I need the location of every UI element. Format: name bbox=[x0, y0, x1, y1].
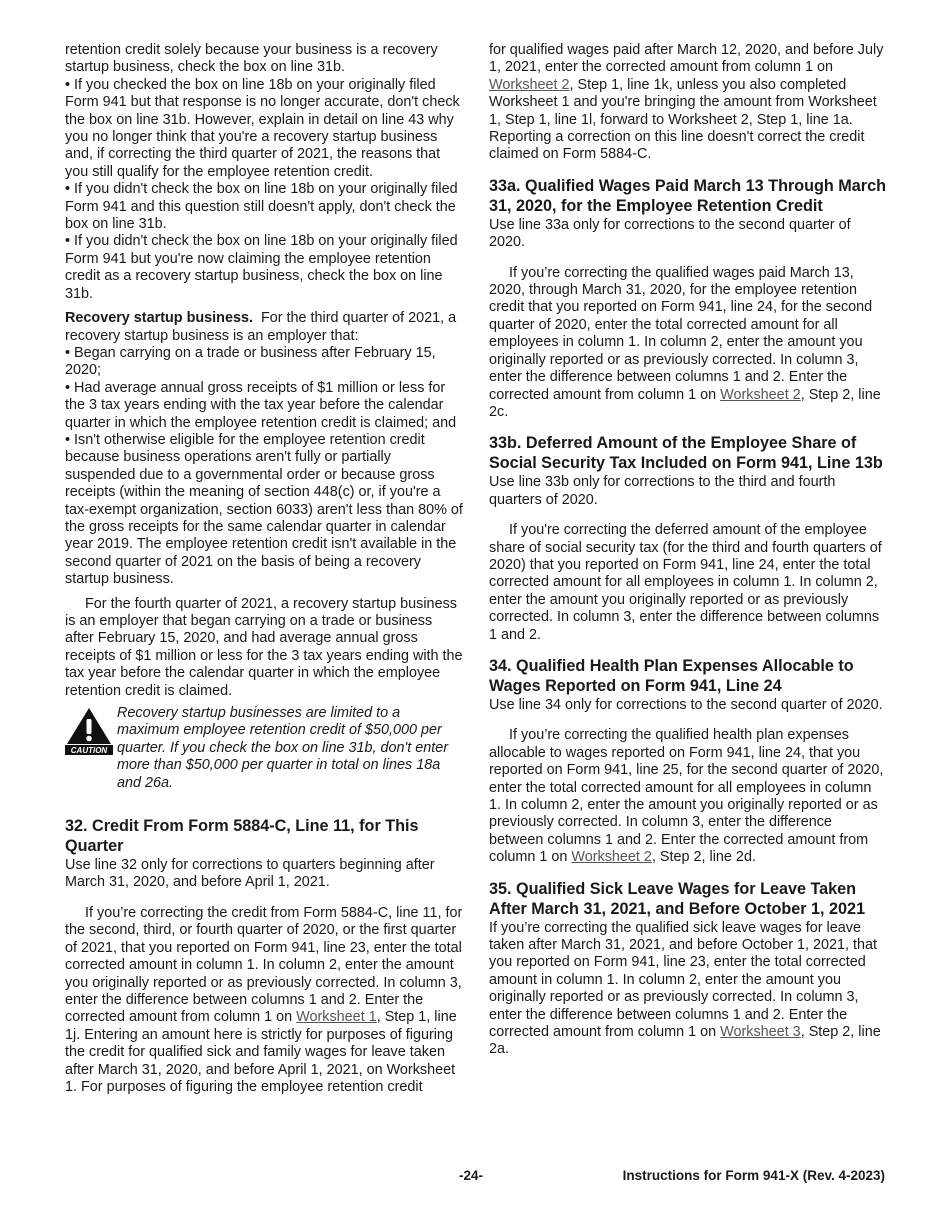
left-column bbox=[65, 42, 463, 1096]
paragraph: retention credit solely because your business is a recovery startup business, check the box on line 31b. bbox=[65, 42, 438, 76]
paragraph: Use line 33b only for corrections to the third and fourth quarters of 2020. bbox=[489, 474, 836, 508]
paragraph bbox=[489, 42, 887, 164]
page-number: -24- bbox=[459, 1168, 484, 1183]
bullet-item: • Isn't otherwise eligible for the employee retention credit because business operations aren't fully or partially suspended due to a governmental order or because gross receipts (within the meaning of section 448(c) or, if you're a tax-exempt organization, section 6033) aren't less than 80% of the gross receipts for the same calendar quarter in calendar year 2019. The employee retention credit isn't available in the second quarter of 2021 on the basis of being a recovery startup business. bbox=[65, 432, 463, 589]
caution-text: Recovery startup businesses are limited to a maximum employee retention credit of $50,000 per quarter. If you check the box on line 31b, don't enter more than $50,000 per quarter in total on lines 18a and 26a. bbox=[117, 705, 449, 791]
recovery-startup-heading: Recovery startup business. bbox=[65, 310, 253, 327]
paragraph: If you're correcting the deferred amount of the employee share of social security tax (for the third and fourth quarters of 2020) that you reported on Form 941, line 24, enter the total corrected amount for all employees in column 1. In column 2, enter the amount you originally reported or as previously corrected. In column 3, enter the difference between columns 1 and 2. bbox=[489, 522, 882, 643]
caution-icon bbox=[65, 707, 113, 755]
paragraph: For the fourth quarter of 2021, a recovery startup business is an employer that began carrying on a trade or business after February 15, 2020, and had average annual gross receipts of $1 million or less for the 3 tax years ending with the tax year before the calendar quarter in which the employee retention credit is claimed. bbox=[65, 595, 463, 699]
paragraph-text: , Step 2, line 2a. bbox=[489, 1024, 881, 1058]
worksheet-1-link[interactable]: Worksheet 1 bbox=[296, 1009, 377, 1026]
paragraph bbox=[489, 920, 887, 1059]
paragraph-text: , Step 1, line 1k, unless you also completed Worksheet 1 and you're bringing the amount from Worksheet 1, Step 1, line 1l, forward to Worksheet 2, Step 1, line 1a. Reporting a correction on this line doesn't correct the credit claimed on Form 5884-C. bbox=[489, 76, 877, 163]
section-heading-34: 34. Qualified Health Plan Expenses Allocable to Wages Reported on Form 941, Line 24 bbox=[489, 656, 854, 695]
section-heading-35: 35. Qualified Sick Leave Wages for Leave Taken After March 31, 2021, and Before October 1, 2021 bbox=[489, 879, 866, 918]
bullet-item: • If you didn't check the box on line 18b on your originally filed Form 941 and this question still doesn't apply, don't check the box on line 31b. bbox=[65, 181, 463, 233]
bullet-item: • Began carrying on a trade or business after February 15, 2020; bbox=[65, 345, 463, 380]
bullet-item: • If you checked the box on line 18b on your originally filed Form 941 but that response is no longer accurate, don't check the box on line 31b. However, explain in detail on line 43 why you no longer think that you're a recovery startup business and, if correcting the third quarter of 2021, the reasons that you still qualify for the employee retention credit. bbox=[65, 77, 463, 181]
paragraph: Use line 33a only for corrections to the second quarter of 2020. bbox=[489, 216, 851, 251]
section-heading-33a: 33a. Qualified Wages Paid March 13 Through March 31, 2020, for the Employee Retention Credit bbox=[489, 176, 886, 215]
paragraph-text: , Step 1, line 1j. Entering an amount here is strictly for purposes of figuring the credit for qualified sick and family wages for leave taken after March 31, 2020, and before April 1, 2021, on Worksheet 1. For purposes of figuring the employee retention credit bbox=[65, 1009, 457, 1095]
paragraph bbox=[65, 905, 463, 1096]
section-heading-33b: 33b. Deferred Amount of the Employee Share of Social Security Tax Included on Form 941, Line 13b bbox=[489, 434, 883, 473]
paragraph: Use line 32 only for corrections to quarters beginning after March 31, 2020, and before April 1, 2021. bbox=[65, 857, 435, 891]
paragraph-text: If you’re correcting the qualified health plan expenses allocable to wages reported on Form 941, line 24, that you reported on Form 941, line 25, for the second quarter of 2020, enter the total corrected amount for all employees in column 1. In column 2, enter the amount you originally reported or as previously corrected. In column 3, enter the difference between columns 1 and 2. Enter the corrected amount from column 1 on bbox=[489, 727, 884, 866]
paragraph-text: for qualified wages paid after March 12, 2020, and before July 1, 2021, enter the corrected amount from column 1 on bbox=[489, 42, 884, 76]
right-column bbox=[489, 42, 887, 1059]
worksheet-3-link[interactable]: Worksheet 3 bbox=[720, 1024, 801, 1041]
paragraph-text: If you’re correcting the qualified wages paid March 13, 2020, through March 31, 2020, for the employee retention credit that you reported on Form 941, line 24, for the second quarter of 2020, enter the total corrected amount for all employees in column 1. In column 2, enter the amount you originally reported or as previously corrected. In column 3, enter the difference between columns 1 and 2. Enter the corrected amount from column 1 on bbox=[489, 264, 873, 403]
bullet-item: • If you didn't check the box on line 18b on your originally filed Form 941 but you're now claiming the employee retention credit as a recovery startup business, check the box on line 31b. bbox=[65, 233, 463, 303]
paragraph bbox=[489, 265, 887, 422]
paragraph-text: If you’re correcting the qualified sick leave wages for leave taken after March 31, 2021, and before October 1, 2021, that you reported on Form 941, line 23, enter the total corrected amount in column 1. In column 2, enter the amount you originally reported or as previously corrected. In column 3, enter the difference between columns 1 and 2. Enter the corrected amount from column 1 on bbox=[489, 919, 877, 1041]
bullet-item: • Had average annual gross receipts of $1 million or less for the 3 tax years ending with the tax year before the calendar quarter in which the employee retention credit is claimed; and bbox=[65, 380, 463, 432]
worksheet-2-link[interactable]: Worksheet 2 bbox=[489, 76, 570, 93]
caution-note bbox=[65, 705, 463, 792]
paragraph: Use line 34 only for corrections to the second quarter of 2020. bbox=[489, 696, 883, 713]
recovery-startup-paragraph bbox=[65, 310, 463, 345]
caution-label: CAUTION bbox=[70, 746, 108, 756]
paragraph bbox=[489, 727, 887, 866]
paragraph-text: , Step 2, line 2d. bbox=[651, 849, 756, 866]
paragraph-text: , Step 2, line 2c. bbox=[489, 386, 881, 420]
worksheet-2-link[interactable]: Worksheet 2 bbox=[571, 849, 652, 866]
paragraph-text: If you’re correcting the credit from Form 5884-C, line 11, for the second, third, or fourth quarter of 2020, or the first quarter of 2021, that you reported on Form 941, line 23, enter the total corrected amount in column 1. In column 2, enter the amount you originally reported or as previously corrected. In column 3, enter the difference between columns 1 and 2. Enter the corrected amount from column 1 on bbox=[65, 904, 463, 1026]
section-heading-32: 32. Credit From Form 5884-C, Line 11, for This Quarter bbox=[65, 817, 419, 856]
recovery-startup-text: For the third quarter of 2021, a recovery startup business is an employer that: bbox=[65, 310, 457, 344]
form-reference: Instructions for Form 941-X (Rev. 4-2023) bbox=[622, 1168, 885, 1183]
worksheet-2-link[interactable]: Worksheet 2 bbox=[720, 386, 801, 403]
